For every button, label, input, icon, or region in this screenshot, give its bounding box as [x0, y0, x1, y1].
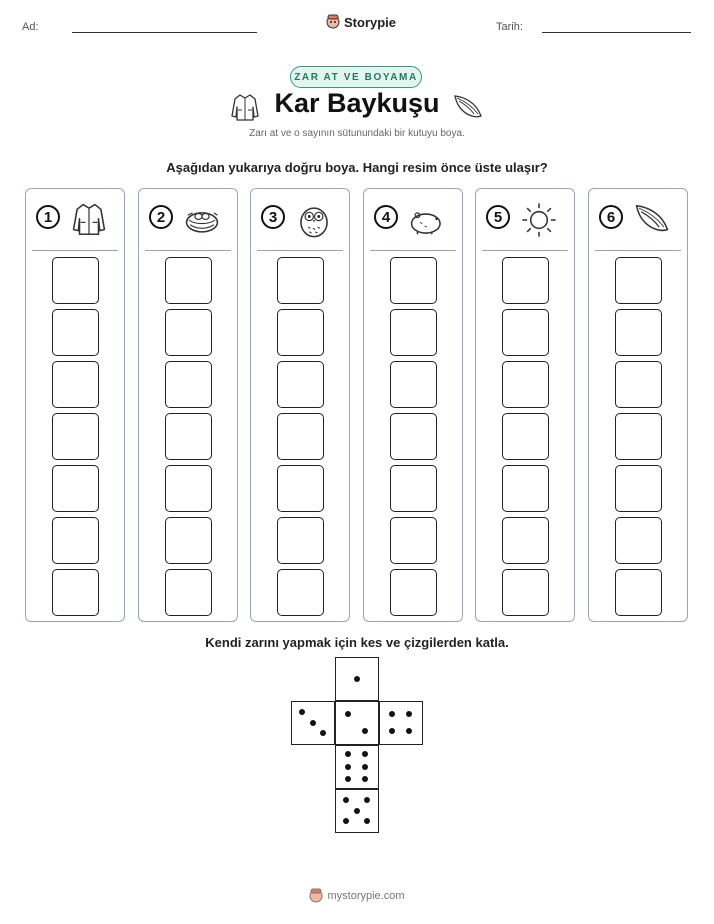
date-label: Tarih: — [496, 21, 523, 33]
dice-pip — [345, 751, 351, 757]
color-box[interactable] — [390, 569, 437, 616]
wing-icon — [633, 201, 671, 244]
activity-badge: ZAR AT VE BOYAMA — [290, 66, 422, 88]
color-box[interactable] — [502, 361, 549, 408]
dice-pip — [406, 711, 412, 717]
dice-pip — [345, 776, 351, 782]
jacket-icon — [70, 201, 108, 244]
dice-pip — [362, 751, 368, 757]
wing-icon — [452, 92, 484, 122]
color-box[interactable] — [615, 465, 662, 512]
footer — [0, 888, 714, 904]
dice-pip — [310, 720, 316, 726]
page-title: Kar Baykuşu — [274, 88, 440, 118]
dice-pip — [406, 728, 412, 734]
column-divider — [595, 250, 681, 251]
color-box[interactable] — [502, 517, 549, 564]
column-number: 5 — [486, 205, 510, 229]
dice-column-1 — [25, 188, 125, 622]
dice-face-3 — [291, 701, 335, 745]
color-box[interactable] — [52, 569, 99, 616]
dice-pip — [354, 808, 360, 814]
column-divider — [257, 250, 343, 251]
color-box[interactable] — [390, 361, 437, 408]
color-box[interactable] — [390, 413, 437, 460]
dice-pip — [362, 776, 368, 782]
color-box[interactable] — [52, 257, 99, 304]
column-header — [26, 189, 124, 251]
color-box[interactable] — [165, 361, 212, 408]
color-box[interactable] — [165, 413, 212, 460]
dice-instruction: Kendi zarını yapmak için kes ve çizgilerden katla. — [205, 635, 509, 650]
color-box[interactable] — [165, 465, 212, 512]
dice-face-1 — [335, 657, 379, 701]
dice-column-4 — [363, 188, 463, 622]
color-box[interactable] — [615, 569, 662, 616]
color-box[interactable] — [165, 569, 212, 616]
column-header — [251, 189, 349, 251]
brand-logo — [326, 14, 396, 30]
column-divider — [145, 250, 231, 251]
column-number: 2 — [149, 205, 173, 229]
name-label: Ad: — [22, 21, 39, 33]
dice-pip — [389, 728, 395, 734]
color-box[interactable] — [390, 257, 437, 304]
dice-pip — [354, 676, 360, 682]
column-header — [364, 189, 462, 251]
color-box[interactable] — [615, 361, 662, 408]
column-divider — [482, 250, 568, 251]
color-box[interactable] — [502, 257, 549, 304]
dice-pip — [389, 711, 395, 717]
color-box[interactable] — [165, 257, 212, 304]
color-box[interactable] — [52, 413, 99, 460]
column-header — [139, 189, 237, 251]
dice-face-5 — [335, 789, 379, 833]
dice-pip — [362, 728, 368, 734]
color-box[interactable] — [502, 413, 549, 460]
column-number: 3 — [261, 205, 285, 229]
jacket-icon — [229, 92, 261, 122]
date-line — [542, 32, 691, 33]
color-box[interactable] — [390, 517, 437, 564]
owl-icon — [295, 201, 333, 244]
dice-face-6 — [335, 745, 379, 789]
dice-column-2 — [138, 188, 238, 622]
dice-column-5 — [475, 188, 575, 622]
name-line — [72, 32, 257, 33]
color-box[interactable] — [502, 309, 549, 356]
pie-mascot-icon — [309, 888, 323, 904]
color-box[interactable] — [52, 361, 99, 408]
color-box[interactable] — [52, 309, 99, 356]
dice-pip — [343, 797, 349, 803]
lemming-icon — [408, 201, 446, 244]
sun-icon — [520, 201, 558, 244]
color-box[interactable] — [615, 257, 662, 304]
color-box[interactable] — [615, 413, 662, 460]
dice-pip — [320, 730, 326, 736]
page-subtitle: Zarı at ve o sayının sütunundaki bir kutuyu boya. — [249, 128, 465, 139]
column-number: 6 — [599, 205, 623, 229]
column-header — [476, 189, 574, 251]
nest-icon — [183, 201, 221, 244]
column-number: 4 — [374, 205, 398, 229]
footer-url: mystorypie.com — [327, 890, 405, 902]
column-divider — [370, 250, 456, 251]
color-box[interactable] — [277, 465, 324, 512]
color-box[interactable] — [277, 361, 324, 408]
color-box[interactable] — [277, 517, 324, 564]
color-box[interactable] — [615, 517, 662, 564]
color-box[interactable] — [502, 465, 549, 512]
brand-name: Storypie — [344, 14, 397, 30]
column-number: 1 — [36, 205, 60, 229]
dice-pip — [299, 709, 305, 715]
color-box[interactable] — [277, 569, 324, 616]
color-box[interactable] — [502, 569, 549, 616]
instruction-text: Aşağıdan yukarıya doğru boya. Hangi resim önce üste ulaşır? — [166, 160, 548, 175]
dice-pip — [343, 818, 349, 824]
dice-face-4 — [379, 701, 423, 745]
column-header — [589, 189, 687, 251]
dice-face-2 — [335, 701, 379, 745]
dice-column-6 — [588, 188, 688, 622]
color-box[interactable] — [165, 309, 212, 356]
color-box[interactable] — [52, 517, 99, 564]
column-divider — [32, 250, 118, 251]
color-box[interactable] — [390, 309, 437, 356]
color-box[interactable] — [615, 309, 662, 356]
dice-pip — [345, 711, 351, 717]
dice-pip — [345, 764, 351, 770]
pie-mascot-icon — [326, 14, 340, 30]
color-box[interactable] — [277, 309, 324, 356]
color-box[interactable] — [52, 465, 99, 512]
dice-pip — [364, 818, 370, 824]
color-box[interactable] — [165, 517, 212, 564]
color-box[interactable] — [277, 257, 324, 304]
dice-column-3 — [250, 188, 350, 622]
dice-pip — [362, 764, 368, 770]
color-box[interactable] — [277, 413, 324, 460]
color-box[interactable] — [390, 465, 437, 512]
dice-pip — [364, 797, 370, 803]
